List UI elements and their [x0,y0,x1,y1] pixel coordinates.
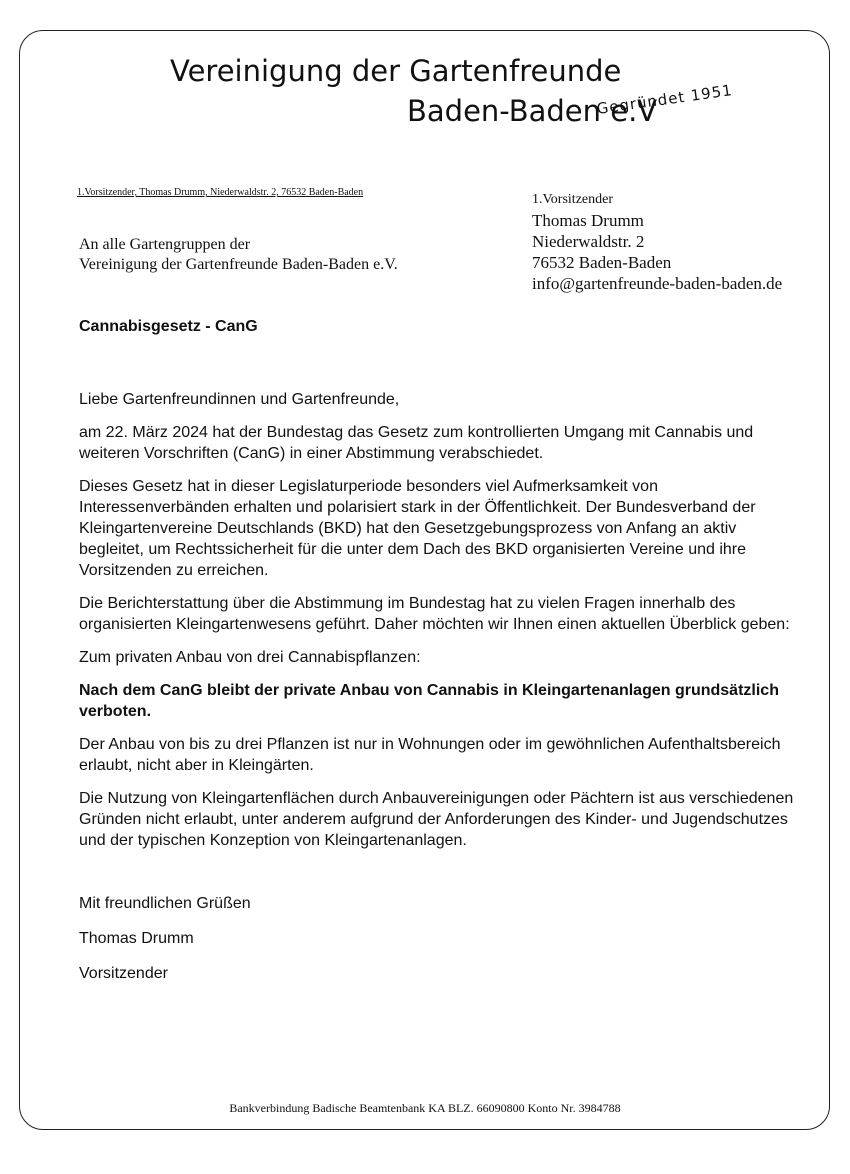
letter-subject: Cannabisgesetz - CanG [79,318,258,335]
letter-paragraph-bold: Nach dem CanG bleibt der private Anbau von Cannabis in Kleingartenanlagen grundsätzlich verboten. [79,682,779,720]
footer-bank-details: Bankverbindung Badische Beamtenbank KA BLZ. 66090800 Konto Nr. 3984788 [229,1101,621,1115]
signature-role: Vorsitzender [79,965,168,982]
recipient-block [79,235,398,275]
letter-paragraph-3: Die Berichterstattung über die Abstimmung im Bundestag hat zu vielen Fragen innerhalb des organisierten Kleingartenwesens geführt. Daher möchten wir Ihnen einen aktuellen Überblick geben: [79,595,790,633]
letter-greeting: Liebe Gartenfreundinnen und Gartenfreunde, [79,391,400,408]
contact-city: 76532 Baden-Baden [532,253,672,272]
letter-paragraph-6: Der Anbau von bis zu drei Pflanzen ist nur in Wohnungen oder im gewöhnlichen Aufenthaltsbereich erlaubt, nicht aber in Kleingärten. [79,736,781,774]
contact-block [532,189,782,294]
letter-closing: Mit freundlichen Grüßen [79,895,251,912]
founded-stamp: Gegründet 1951 [595,81,734,118]
letterhead-title-line1: Vereinigung der Gartenfreunde [170,54,622,88]
letter-paragraph-2: Dieses Gesetz hat in dieser Legislaturperiode besonders viel Aufmerksamkeit von Interessenverbänden erhalten und polarisiert stark in der Öffentlichkeit. Der Bundesverband der Kleingartenvereine Deutschlands (BKD) hat den Gesetzgebungsprozess von Anfang an aktiv begleitet, um Rechtssicherheit für die unter dem Dach des BKD organisierten Vereine und ihre Vorsitzenden zu erreichen. [79,478,756,579]
letter-paragraph-4: Zum privaten Anbau von drei Cannabispflanzen: [79,649,421,666]
letter-body [79,316,799,984]
letterhead-title-line2: Baden-Baden e.V [407,94,658,128]
signature-name: Thomas Drumm [79,930,194,947]
contact-email: info@gartenfreunde-baden-baden.de [532,274,783,293]
contact-street: Niederwaldstr. 2 [532,232,645,251]
letter-paragraph-7: Die Nutzung von Kleingartenflächen durch Anbauvereinigungen oder Pächtern ist aus verschiedenen Gründen nicht erlaubt, unter anderem aufgrund der Anforderungen des Kinder- und Jugendschutzes und der typischen Konzeption von Kleingartenanlagen. [79,790,794,849]
recipient-line1: An alle Gartengruppen der [79,236,251,253]
letter-paragraph-1: am 22. März 2024 hat der Bundestag das Gesetz zum kontrollierten Umgang mit Cannabis und weiteren Vorschriften (CanG) in einer Abstimmung verabschiedet. [79,424,754,462]
contact-name: Thomas Drumm [532,211,644,230]
sender-address-line: 1.Vorsitzender, Thomas Drumm, Niederwaldstr. 2, 76532 Baden-Baden [77,187,364,198]
recipient-line2: Vereinigung der Gartenfreunde Baden-Baden e.V. [79,256,398,273]
contact-role: 1.Vorsitzender [532,192,613,207]
